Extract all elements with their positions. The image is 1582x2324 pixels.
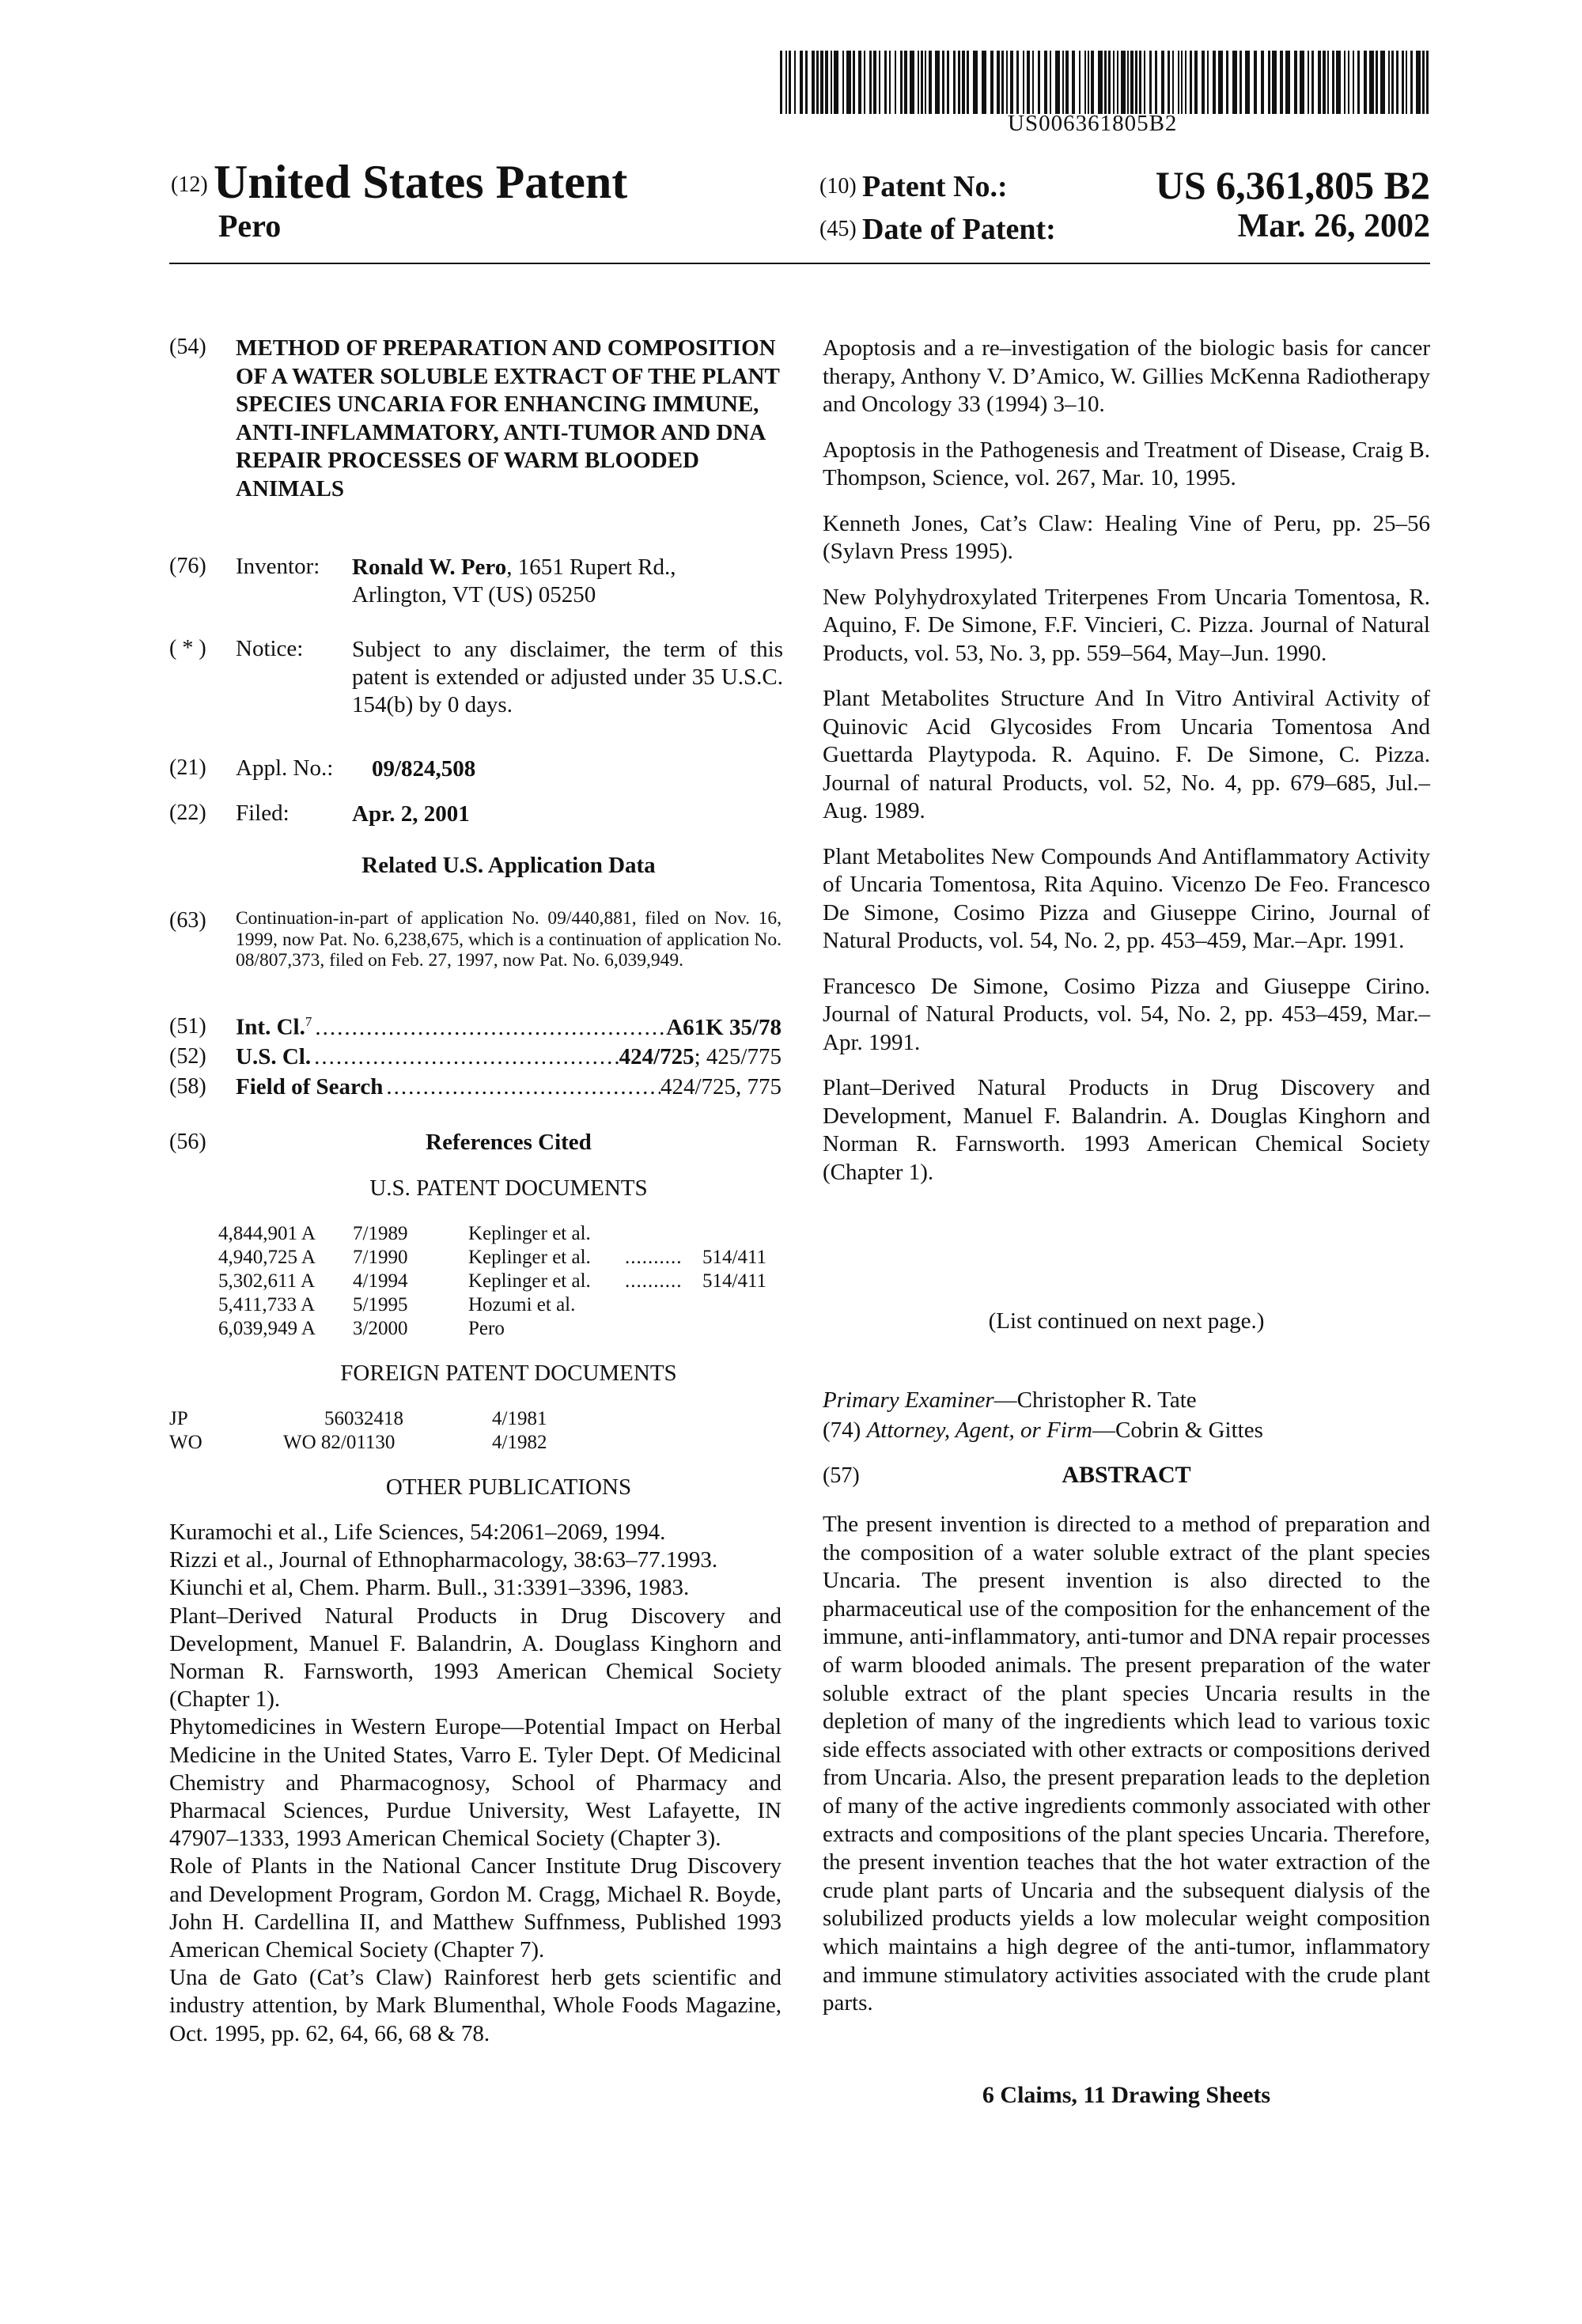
filed-code: (22) [169, 801, 206, 825]
barcode-bar [1084, 51, 1086, 114]
barcode-bar [831, 51, 832, 114]
barcode-bar [1091, 51, 1094, 114]
barcode-bar [820, 51, 823, 114]
date-of-patent-label: Date of Patent: [862, 213, 1056, 246]
continuation-code: (63) [169, 908, 206, 933]
barcode-bar [794, 51, 796, 114]
barcode-bar [929, 51, 932, 114]
barcode-bar [997, 51, 1000, 114]
related-application-heading: Related U.S. Application Data [361, 853, 656, 878]
barcode-bar [825, 51, 828, 114]
barcode-bar [1088, 51, 1089, 114]
attorney-name: —Cobrin & Gittes [1092, 1417, 1263, 1443]
barcode-bar [1117, 51, 1118, 114]
barcode-bar [1327, 51, 1329, 114]
barcode-bar [1410, 51, 1413, 114]
barcode-bar [834, 51, 838, 114]
foreign-reference-row: WO WO 82/01130 4/1982 [169, 1432, 547, 1453]
us-reference-row: 5,302,611 A 4/1994 Keplinger et al. ..... 514/411 [0, 1270, 1582, 1294]
application-number: 09/824,508 [372, 756, 476, 782]
publication-entry: Kiunchi et al, Chem. Pharm. Bull., 31:3391–3396, 1983. [169, 1575, 690, 1601]
attorney-agent [823, 1417, 1430, 1444]
publication-entry: Apoptosis and a re–investigation of the biologic basis for cancer therapy, Anthony V. D’Amico, W. Gillies McKenna Radiotherapy and Oncology 33 (1994) 3–10. [823, 335, 1430, 417]
barcode-bar [1232, 51, 1237, 114]
barcode-bar [1108, 51, 1111, 114]
barcode-bar [1391, 51, 1394, 114]
publication-entry: New Polyhydroxylated Triterpenes From Uncaria Tomentosa, R. Aquino, F. De Simone, F.F. Vincieri, C. Pizza. Journal of Natural Products, vol. 53, No. 3, pp. 559–564, May–Jun. 1990. [823, 584, 1430, 666]
barcode-bar [1144, 51, 1145, 114]
barcode-bar [1245, 51, 1250, 114]
barcode-bar [785, 51, 787, 114]
barcode-bar [1190, 51, 1192, 114]
barcode-bar [947, 51, 949, 114]
barcode-bar [1113, 51, 1115, 114]
patent-number: US 6,361,805 B2 [1155, 163, 1430, 207]
publication-entry: Role of Plants in the National Cancer Institute Drug Discovery and Development Program, Gordon M. Cragg, Michael R. Boyde, John H. Cardellina II, and Matthew Suffnmess, Published 1993 American Chemical Society (Chapter 7). [169, 1853, 782, 1963]
int-cl-value: A61K 35/78 [666, 1014, 782, 1040]
inventor-code: (76) [169, 554, 206, 578]
barcode-bar [958, 51, 960, 114]
us-reference-row: 4,844,901 A 7/1989 Keplinger et al. [218, 1223, 591, 1244]
barcode-bar [864, 51, 865, 114]
publication-entry: Francesco De Simone, Cosimo Pizza and Giuseppe Cirino. Journal of Natural Products, vol. 54, No. 2, pp. 453–459, Mar.–Apr. 1991. [823, 973, 1430, 1055]
barcode-bar [925, 51, 926, 114]
barcode-bar [1135, 51, 1137, 114]
publication-entry: Una de Gato (Cat’s Claw) Rainforest herb gets scientific and industry attention, by Mark Blumenthal, Whole Foods Magazine, Oct. 1995, pp. 62, 64, 66, 68 & 78. [169, 1965, 782, 2046]
barcode-bar [1202, 51, 1205, 114]
leader-dots [383, 1074, 660, 1100]
barcode-bar [1149, 51, 1152, 114]
barcode-bar [1181, 51, 1183, 114]
barcode-bar [1062, 51, 1064, 114]
barcode-bar [1348, 51, 1349, 114]
filed-label: Filed: [236, 801, 290, 826]
barcode-bar [982, 51, 986, 114]
references-code: (56) [169, 1130, 206, 1154]
barcode-bar [1168, 51, 1170, 114]
barcode-bar [1072, 51, 1075, 114]
patent-type-code: (12) [171, 172, 208, 197]
barcode-bar [1376, 51, 1378, 114]
barcode-bar [1104, 51, 1107, 114]
barcode-bar [1268, 51, 1270, 114]
barcode-bar [1280, 51, 1283, 114]
barcode-bar [1213, 51, 1216, 114]
us-cl-label: U.S. Cl. [236, 1044, 312, 1069]
barcode-bar [884, 51, 887, 114]
barcode-bar [1023, 51, 1024, 114]
barcode-bar [1038, 51, 1040, 114]
barcode-bar [1239, 51, 1242, 114]
barcode-bar [1016, 51, 1019, 114]
barcode-bar [1308, 51, 1309, 114]
publication-entry: Plant–Derived Natural Products in Drug Discovery and Development, Manuel F. Balandrin. A. Douglas Kinghorn and Norman R. Farnsworth. 1993 American Chemical Society (Chapter 1). [823, 1075, 1430, 1185]
barcode-bar [1172, 51, 1174, 114]
application-number-code: (21) [169, 755, 206, 780]
barcode-bar [973, 51, 978, 114]
leader-dots [311, 1044, 619, 1070]
barcode-bar [1323, 51, 1326, 114]
barcode-bar [967, 51, 969, 114]
barcode-bar [1318, 51, 1321, 114]
field-of-search-row [236, 1074, 782, 1104]
barcode-bar [1001, 51, 1004, 114]
barcode-bar [869, 51, 872, 114]
field-of-search-label: Field of Search [236, 1074, 384, 1100]
field-of-search-code: (58) [169, 1074, 206, 1099]
barcode-bar [1336, 51, 1341, 114]
publication-entry: Rizzi et al., Journal of Ethnopharmacology, 38:63–77.1993. [169, 1547, 718, 1573]
field-of-search-value: 424/725, 775 [660, 1074, 782, 1100]
barcode-bar [942, 51, 944, 114]
publication-entry: Phytomedicines in Western Europe—Potential Impact on Herbal Medicine in the United States, Varro E. Tyler Dept. Of Medicinal Chemistry and Pharmacognosy, School of Pharmacy and Pharmacal Sciences, Purdue University, West Lafayette, IN 47907–1333, 1993 American Chemical Society (Chapter 3). [169, 1714, 782, 1852]
barcode-bar [812, 51, 815, 114]
barcode-bar [1357, 51, 1360, 114]
barcode-bar [1161, 51, 1164, 114]
claims-drawing-sheets: 6 Claims, 11 Drawing Sheets [982, 2082, 1271, 2108]
barcode-bar [1006, 51, 1008, 114]
publication-entry: Kenneth Jones, Cat’s Claw: Healing Vine of Peru, pp. 25–56 (Sylavn Press 1995). [823, 510, 1430, 564]
barcode-bar [1294, 51, 1297, 114]
abstract-heading: ABSTRACT [1062, 1462, 1191, 1488]
other-publications-heading: OTHER PUBLICATIONS [385, 1474, 632, 1500]
date-of-patent-code: (45) [819, 217, 857, 241]
notice-text: Subject to any disclaimer, the term of this patent is extended or adjusted under 35 U.S.C. 154(b) by 0 days. [352, 637, 783, 717]
barcode-bar [1261, 51, 1264, 114]
primary-examiner [823, 1387, 1430, 1414]
attorney-label: Attorney, Agent, or Firm [866, 1417, 1092, 1443]
barcode-bar [853, 51, 855, 114]
barcode-bar [1272, 51, 1277, 114]
barcode-bar [1380, 51, 1385, 114]
abstract-code: (57) [823, 1463, 860, 1488]
barcode-bar [1388, 51, 1390, 114]
barcode-bar [873, 51, 876, 114]
barcode-bar [1402, 51, 1404, 114]
barcode-bar [1055, 51, 1060, 114]
continuation-text: Continuation-in-part of application No. 09/440,881, filed on Nov. 16, 1999, now Pat. No. 6,238,675, which is a continuation of application No. 08/807,373, filed on Feb. 27, 1997, now Pat. No. 6,039,949. [236, 908, 782, 971]
barcode-bar [921, 51, 923, 114]
document-number: US006361805B2 [1008, 111, 1178, 136]
barcode-bar [879, 51, 880, 114]
inventor-surname: Pero [218, 208, 282, 244]
barcode-bar [1127, 51, 1129, 114]
us-cl-row [236, 1044, 782, 1074]
barcode-bar [858, 51, 861, 114]
patent-title: METHOD OF PREPARATION AND COMPOSITION OF A WATER SOLUBLE EXTRACT OF THE PLANT SPECIES UNCARIA FOR ENHANCING IMMUNE, ANTI-INFLAMMATORY, ANTI-TUMOR AND DNA REPAIR PROCESSES OF WARM BLOODED ANIMALS [236, 335, 780, 502]
barcode-bar [1178, 51, 1179, 114]
barcode-bar [1285, 51, 1290, 114]
barcode-bar [1194, 51, 1198, 114]
barcode-bar [1185, 51, 1186, 114]
barcode-bar [1344, 51, 1345, 114]
barcode-bar [1027, 51, 1030, 114]
other-publications-right [823, 335, 1430, 1204]
date-of-patent: Mar. 26, 2002 [1237, 208, 1430, 244]
barcode-bar [1139, 51, 1141, 114]
publication-entry: Plant Metabolites Structure And In Vitro Antiviral Activity of Quinovic Acid Glycosides From Uncaria Tomentosa And Guettarda Playtypoda. R. Aquino. F. De Simone, C. Pizza. Journal of natural Products, vol. 52, No. 4, pp. 679–685, Jul.–Aug. 1989. [823, 686, 1430, 823]
primary-examiner-name: —Christopher R. Tate [993, 1387, 1197, 1413]
int-cl-row [236, 1014, 782, 1044]
barcode-bar [846, 51, 851, 114]
barcode-bar [780, 51, 782, 114]
barcode-bar [1155, 51, 1157, 114]
int-cl-label: Int. Cl.$^7$ [236, 1014, 312, 1040]
publication-entry: Plant Metabolites New Compounds And Antiflammatory Activity of Uncaria Tomentosa, Rita Aquino. Vicenzo De Feo. Francesco De Simone, Cosimo Pizza and Giuseppe Cirino, Journal of Natural Products, vol. 54, No. 2, pp. 453–459, Mar.–Apr. 1991. [823, 843, 1430, 953]
abstract-text: The present invention is directed to a method of preparation and the composition of a water soluble extract of the plant species Uncaria. The present invention is also directed to the pharmaceutical use of the composition for the enhancement of the immune, anti-inflammatory, anti-tumor and DNA repair processes of warm blooded animals. The present preparation of the water soluble extract of the plant species Uncaria results in the depletion of many of the ingredients which lead to various toxic side effects associated with other extracts or compositions derived from Uncaria. Also, the present preparation leads to the depletion of many of the active ingredients commonly associated with other extracts and compositions of the plant species Uncaria. Therefore, the present invention teaches that the hot water extraction of the crude plant parts of Uncaria and the subsequent dialysis of the solubilized products yields a low molecular weight composition which maintains a high degree of the anti-tumor, inflammatory and immune stimulatory activities associated with the crude plant parts. [823, 1512, 1430, 2016]
filed-date: Apr. 2, 2001 [352, 801, 470, 827]
barcode-bar [1426, 51, 1429, 114]
barcode-bar [1353, 51, 1354, 114]
barcode-bar [1311, 51, 1314, 114]
inventor-name: Ronald W. Pero [352, 555, 507, 580]
us-reference-row: 4,940,725 A 7/1990 Keplinger et al. ..... 514/411 [0, 1247, 1582, 1270]
barcode-bar [895, 51, 896, 114]
primary-examiner-label: Primary Examiner [823, 1387, 994, 1413]
barcode [780, 51, 1429, 114]
other-publications-left [169, 1519, 782, 2048]
barcode-bar [1254, 51, 1257, 114]
barcode-bar [842, 51, 844, 114]
barcode-bar [1422, 51, 1425, 114]
patent-type-title: United States Patent [214, 156, 628, 208]
barcode-bar [1332, 51, 1334, 114]
list-continued-note: (List continued on next page.) [988, 1308, 1265, 1334]
barcode-bar [889, 51, 891, 114]
barcode-bar [1098, 51, 1103, 114]
barcode-bar [904, 51, 907, 114]
us-reference-row: 6,039,949 A 3/2000 Pero [218, 1318, 505, 1339]
barcode-bar [1065, 51, 1069, 114]
us-cl-code: (52) [169, 1044, 206, 1069]
barcode-bar [816, 51, 819, 114]
barcode-bar [1369, 51, 1374, 114]
header-divider [169, 263, 1430, 264]
barcode-bar [1032, 51, 1034, 114]
publication-entry: Plant–Derived Natural Products in Drug Discovery and Development, Manuel F. Balandrin, A. Douglass Kinghorn and Norman R. Farnsworth, 1993 American Chemical Society (Chapter 1). [169, 1603, 782, 1713]
us-reference-row: 5,411,733 A 5/1995 Hozumi et al. [218, 1294, 576, 1315]
application-number-label: Appl. No.: [236, 755, 334, 781]
barcode-bar [1044, 51, 1047, 114]
int-cl-code: (51) [169, 1014, 206, 1039]
barcode-bar [1300, 51, 1304, 114]
barcode-bar [789, 51, 791, 114]
inventor-info [352, 554, 783, 609]
barcode-bar [910, 51, 914, 114]
barcode-bar [935, 51, 940, 114]
references-cited-heading: References Cited [426, 1130, 592, 1155]
us-patent-documents-heading: U.S. PATENT DOCUMENTS [369, 1175, 648, 1201]
barcode-bar [800, 51, 803, 114]
barcode-bar [1406, 51, 1407, 114]
barcode-bar [1396, 51, 1398, 114]
title-code: (54) [169, 335, 206, 359]
inventor-label: Inventor: [236, 554, 320, 579]
inventor-address-line1: , 1651 Rupert Rd., [506, 555, 676, 580]
barcode-bar [1207, 51, 1209, 114]
foreign-reference-row: JP 56032418 4/1981 [169, 1408, 547, 1429]
publication-entry: Kuramochi et al., Life Sciences, 54:2061–2069, 1994. [169, 1520, 666, 1545]
barcode-bar [1364, 51, 1367, 114]
patent-number-code: (10) [819, 174, 857, 199]
leader-dots [312, 1015, 666, 1041]
barcode-bar [990, 51, 993, 114]
barcode-bar [1079, 51, 1081, 114]
attorney-code: (74) [823, 1417, 861, 1443]
inventor-address-line2: Arlington, VT (US) 05250 [352, 582, 596, 607]
foreign-patent-documents-heading: FOREIGN PATENT DOCUMENTS [340, 1361, 677, 1386]
barcode-bar [953, 51, 956, 114]
barcode-bar [1226, 51, 1228, 114]
barcode-bar [1010, 51, 1013, 114]
barcode-bar [900, 51, 903, 114]
barcode-bar [1050, 51, 1051, 114]
notice-code: ( * ) [169, 636, 206, 660]
barcode-bar [1130, 51, 1134, 114]
barcode-bar [962, 51, 965, 114]
publication-entry: Apoptosis in the Pathogenesis and Treatment of Disease, Craig B. Thompson, Science, vol. 267, Mar. 10, 1995. [823, 437, 1430, 490]
barcode-bar [918, 51, 919, 114]
barcode-bar [1416, 51, 1421, 114]
us-cl-value: 424/725; 425/775 [619, 1044, 782, 1069]
notice-label: Notice: [236, 636, 304, 661]
barcode-bar [805, 51, 808, 114]
barcode-bar [1218, 51, 1223, 114]
barcode-bar [1121, 51, 1126, 114]
patent-number-label: Patent No.: [862, 170, 1008, 203]
